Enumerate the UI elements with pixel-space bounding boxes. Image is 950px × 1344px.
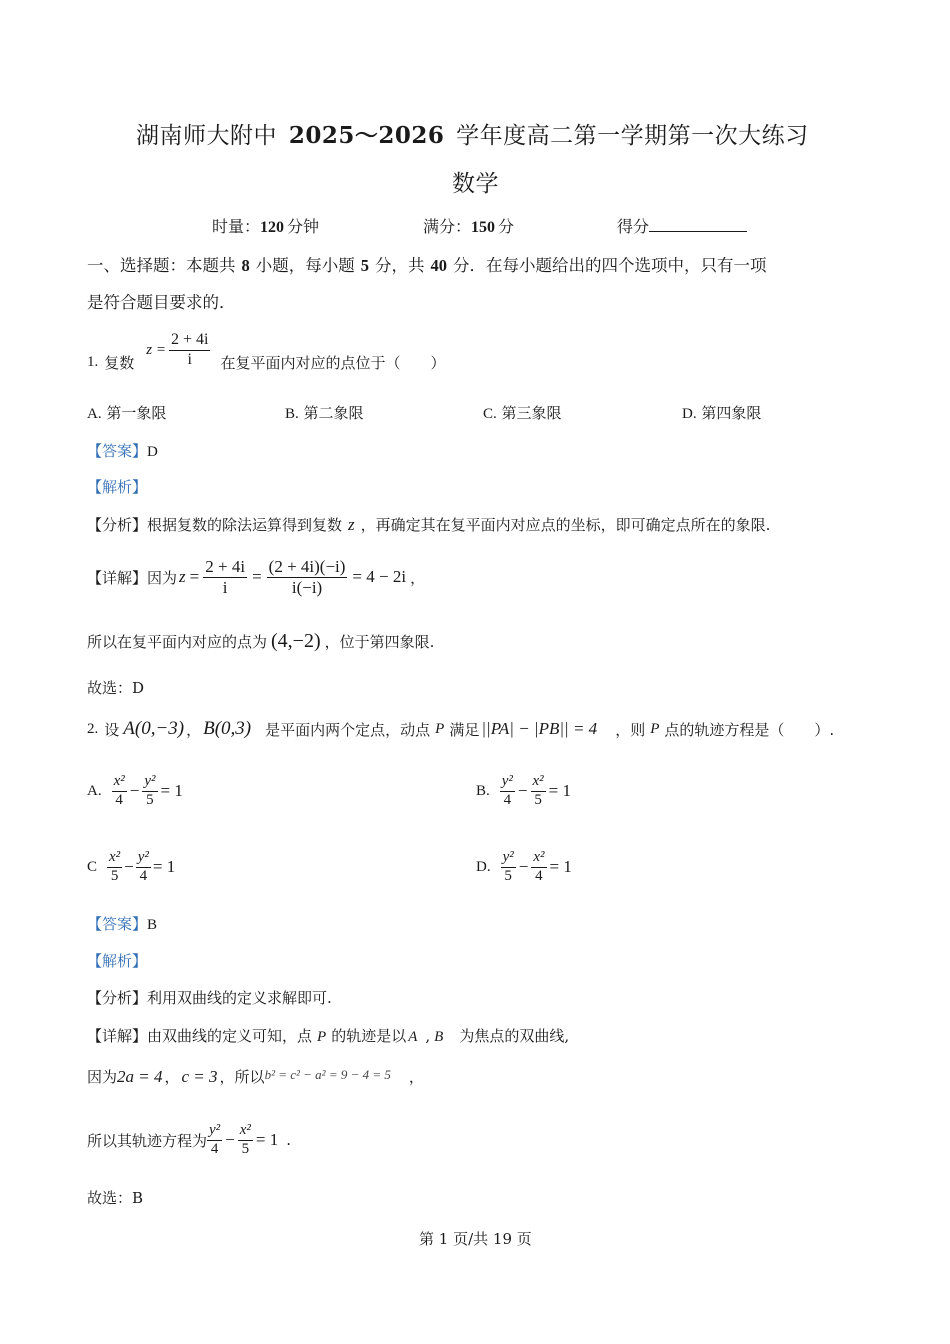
q2-xiangjie-text-c: 为焦点的双曲线, xyxy=(459,1027,570,1045)
q2-tail: 点的轨迹方程是（ ）. xyxy=(664,720,835,739)
q2-eq-c: c = 3 xyxy=(181,1066,218,1086)
q1-option-d-text: 第四象限 xyxy=(701,404,762,422)
q2-option-b-eq: = 1 xyxy=(548,781,572,800)
q1-option-d[interactable] xyxy=(682,402,761,423)
q1-calc-result: = 4 − 2i xyxy=(352,567,407,586)
q2-so: ，所以 xyxy=(219,1068,265,1086)
q2-satisfy: 满足 xyxy=(449,720,480,739)
page-footer: 第 1 页/共 19 页 xyxy=(419,1230,532,1248)
q2-option-a-minus: − xyxy=(129,781,140,800)
q2-option-b-d2: 5 xyxy=(534,791,542,808)
q2-option-d-frac2 xyxy=(531,850,546,885)
q2-option-c-label: C xyxy=(87,858,98,875)
q2-var-p2: P xyxy=(650,720,660,737)
q2-option-a-d1: 4 xyxy=(115,791,123,808)
q2-option-d-label: D. xyxy=(476,858,491,875)
q2-answer xyxy=(87,913,157,934)
q1-calc-tail: ， xyxy=(410,568,426,587)
sec1-text-b: 小题，每小题 xyxy=(255,256,355,275)
q1-option-d-label: D. xyxy=(682,406,697,422)
sec1-text-a: 一、选择题：本题共 xyxy=(87,256,236,275)
q1-calc-frac1-den: i xyxy=(222,577,228,597)
q1-calc-frac2-num: (2 + 4i)(−i) xyxy=(268,556,346,576)
q2-trajectory-line xyxy=(87,1115,291,1165)
q2-number: 2. xyxy=(87,720,99,737)
q1-conclusion: 故选：D xyxy=(87,679,145,697)
q1-z-eq: z = xyxy=(146,341,166,358)
q2-var-p: P xyxy=(435,720,445,737)
q2-option-a[interactable] xyxy=(87,766,183,816)
q2-fenxi-tag: 【分析】 xyxy=(87,989,148,1007)
score-unit: 分 xyxy=(498,217,515,236)
q2-option-b-frac1 xyxy=(500,774,515,809)
sec1-total: 40 xyxy=(430,256,447,275)
score-label: 满分： xyxy=(423,217,472,236)
q1-option-c-text: 第三象限 xyxy=(501,404,562,422)
obtained-label: 得分 xyxy=(617,217,650,236)
q1-number: 1. xyxy=(87,353,99,370)
q1-point-tail: ，位于第四象限. xyxy=(324,633,435,651)
obtained-score xyxy=(617,214,747,237)
q1-xiangjie xyxy=(87,550,425,604)
q2-option-d-d2: 4 xyxy=(535,867,543,884)
q2-xiangjie-text-a: 由双曲线的定义可知，点 xyxy=(147,1027,313,1045)
q1-option-c-label: C. xyxy=(483,406,497,422)
score-info xyxy=(423,214,514,237)
q1-calc-eq2: = xyxy=(252,567,262,586)
q2-option-c-d1: 5 xyxy=(110,867,119,884)
q2-point-b: B(0,3) xyxy=(203,718,252,739)
q1-option-a[interactable] xyxy=(87,402,166,423)
q2-eq-b: b² = c² − a² = 9 − 4 = 5 xyxy=(264,1066,391,1082)
q2-eq-2a: 2a = 4 xyxy=(117,1066,163,1086)
q2-option-d-n1: y² xyxy=(501,850,516,868)
q2-answer-tag: 【答案】 xyxy=(87,915,148,933)
sec1-text-c: 分，共 xyxy=(375,256,425,275)
q1-frac-den: i xyxy=(187,350,192,368)
q2-because-line xyxy=(87,1066,424,1087)
q2-xiangjie-p: P xyxy=(317,1029,327,1045)
q2-because-lead: 因为 xyxy=(87,1068,118,1086)
q1-point-line xyxy=(87,630,434,653)
q1-fenxi-tag: 【分析】 xyxy=(87,516,148,534)
q1-calc-z: z xyxy=(179,567,186,586)
q2-option-d-eq: = 1 xyxy=(549,857,572,876)
section1-instruction-line2: 是符合题目要求的． xyxy=(87,293,236,312)
q2-option-a-label: A. xyxy=(87,782,102,799)
q1-option-b[interactable] xyxy=(285,402,364,423)
q2-traj-frac1 xyxy=(207,1123,222,1158)
q1-analysis-tag: 【解析】 xyxy=(87,478,148,496)
q2-option-c-frac2 xyxy=(136,850,151,885)
q2-because-comma: ， xyxy=(164,1068,180,1086)
q1-fenxi-var: z xyxy=(348,515,355,534)
q1-fenxi xyxy=(87,514,770,535)
q2-stem xyxy=(87,716,834,742)
title-years: 2025～2026 xyxy=(288,122,445,149)
obtained-blank[interactable] xyxy=(649,216,747,232)
q1-answer-value: D xyxy=(147,444,158,460)
q2-xiangjie-text-b: 的轨迹是以 xyxy=(331,1027,407,1045)
q1-answer-tag: 【答案】 xyxy=(87,442,148,460)
q2-answer-value: B xyxy=(147,917,158,933)
q2-traj-period: . xyxy=(286,1131,292,1149)
q2-option-a-n2: y² xyxy=(142,774,157,792)
q2-then: ，则 xyxy=(615,720,646,739)
q2-option-c-n1: x² xyxy=(107,850,122,868)
q2-option-b-minus: − xyxy=(517,781,528,800)
q1-frac-num: 2 + 4i xyxy=(169,332,210,351)
q2-traj-n2: x² xyxy=(238,1123,253,1141)
score-value: 150 xyxy=(471,219,496,236)
q1-stem xyxy=(87,332,445,392)
q1-point: (4,−2) xyxy=(271,630,321,652)
subject-title: 数学 xyxy=(452,171,499,197)
q2-option-c[interactable] xyxy=(87,842,175,892)
q2-option-c-n2: y² xyxy=(136,850,151,868)
q2-traj-minus: − xyxy=(225,1130,235,1149)
q1-fraction xyxy=(169,332,210,369)
q2-option-b-label: B. xyxy=(476,782,490,799)
q2-option-d-minus: − xyxy=(518,857,529,876)
q1-option-a-text: 第一象限 xyxy=(106,404,167,422)
q2-traj-lead: 所以其轨迹方程为 xyxy=(87,1131,208,1150)
q2-xiangjie: 【详解】由双曲线的定义可知，点 P 的轨迹是以 A , B 为焦点的双曲线, xyxy=(87,1027,570,1045)
q1-xiangjie-tag: 【详解】 xyxy=(87,568,148,587)
q2-option-b-n1: y² xyxy=(500,774,515,792)
document-title xyxy=(136,117,809,150)
time-unit: 分钟 xyxy=(287,217,320,236)
sec1-each: 5 xyxy=(360,256,369,275)
q1-option-b-text: 第二象限 xyxy=(303,404,364,422)
q2-traj-frac2 xyxy=(238,1123,253,1158)
q1-lead: 复数 xyxy=(104,353,135,372)
q2-fenxi xyxy=(87,987,332,1008)
exam-info-line xyxy=(212,214,319,237)
q2-comma: ， xyxy=(186,720,202,739)
q1-calc-frac2-den: i(−i) xyxy=(291,577,323,597)
q2-mid: 是平面内两个定点，动点 xyxy=(265,720,431,739)
q2-option-d-frac1 xyxy=(501,850,516,885)
q1-option-a-label: A. xyxy=(87,406,102,422)
q1-option-c[interactable] xyxy=(483,402,562,423)
q2-option-b-n2: x² xyxy=(531,774,546,792)
q2-option-b-d1: 4 xyxy=(503,791,512,808)
q1-calc-frac2 xyxy=(267,558,348,597)
time-value: 120 xyxy=(260,219,285,236)
q2-because-tail: ， xyxy=(408,1068,424,1086)
title-school: 湖南师大附中 xyxy=(136,123,277,149)
q2-option-a-frac2 xyxy=(142,774,157,809)
q2-option-c-minus: − xyxy=(124,857,134,876)
q2-option-a-d2: 5 xyxy=(146,791,154,808)
q2-xiangjie-a: A xyxy=(408,1029,418,1045)
q2-option-c-d2: 4 xyxy=(139,867,148,884)
q2-option-b-frac2 xyxy=(531,774,546,809)
q1-xiangjie-lead: 因为 xyxy=(147,568,178,587)
q2-traj-n1: y² xyxy=(207,1123,222,1141)
q2-option-b[interactable] xyxy=(476,766,571,816)
q2-analysis-tag: 【解析】 xyxy=(87,952,148,970)
q2-point-a: A(0,−3) xyxy=(123,718,185,739)
q1-calc-frac1-num: 2 + 4i xyxy=(205,556,246,576)
q2-option-a-frac1 xyxy=(112,774,127,809)
section1-instruction-line1 xyxy=(87,252,767,276)
q1-fenxi-text-b: ，再确定其在复平面内对应点的坐标，即可确定点所在的象限. xyxy=(360,516,771,534)
q2-traj-eq: = 1 xyxy=(255,1130,279,1149)
q2-option-c-frac1 xyxy=(107,850,122,885)
q2-option-d-d1: 5 xyxy=(504,867,512,884)
q2-fenxi-text: 利用双曲线的定义求解即可. xyxy=(147,989,332,1007)
q2-traj-d2: 5 xyxy=(241,1140,250,1157)
q1-fenxi-text-a: 根据复数的除法运算得到复数 xyxy=(147,516,343,534)
q1-tail: 在复平面内对应的点位于（ ） xyxy=(220,353,446,372)
q2-condition: ||PA| − |PB|| = 4 xyxy=(481,719,598,738)
q2-option-d-n2: x² xyxy=(531,850,546,868)
q2-traj-d1: 4 xyxy=(210,1140,219,1157)
q1-point-lead: 所以在复平面内对应的点为 xyxy=(87,633,268,651)
q2-conclusion: 故选：B xyxy=(87,1189,144,1207)
q1-option-b-label: B. xyxy=(285,406,299,422)
sec1-text-d: 分．在每小题给出的四个选项中，只有一项 xyxy=(453,256,767,275)
q2-option-d[interactable] xyxy=(476,842,572,892)
q2-option-c-eq: = 1 xyxy=(152,857,176,876)
q1-calc-eq1: = xyxy=(189,567,200,586)
q1-calc-frac1 xyxy=(203,558,247,597)
time-label: 时量： xyxy=(212,217,261,236)
q2-xiangjie-tag: 【详解】 xyxy=(87,1027,148,1045)
q1-answer xyxy=(87,440,158,461)
q2-lead: 设 xyxy=(104,720,120,739)
q2-option-a-n1: x² xyxy=(112,774,127,792)
sec1-count: 8 xyxy=(241,256,250,275)
q2-option-a-eq: = 1 xyxy=(160,781,183,800)
title-exam: 学年度高二第一学期第一次大练习 xyxy=(456,123,809,149)
q2-xiangjie-b: B xyxy=(434,1029,444,1045)
